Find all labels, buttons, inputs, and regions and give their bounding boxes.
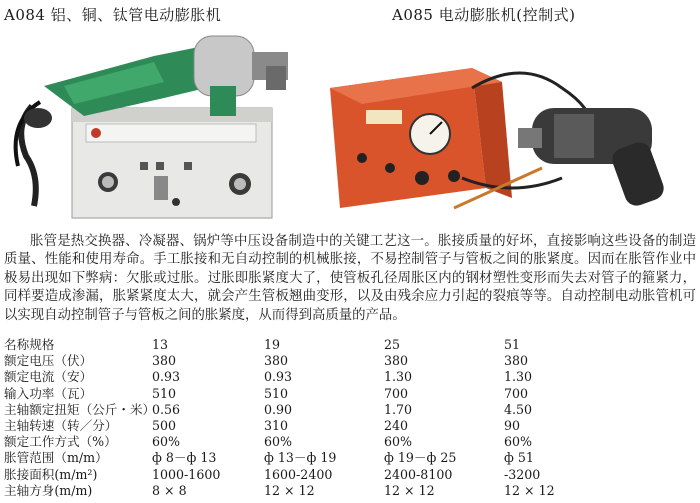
spec-value: ф 51 bbox=[504, 450, 534, 466]
drill-unit bbox=[44, 36, 288, 116]
spec-value: 0.56 bbox=[152, 401, 181, 417]
spec-value: 19 bbox=[264, 337, 281, 352]
cable-coil bbox=[16, 102, 52, 206]
spec-label: 额定工作方式（%） bbox=[4, 434, 117, 450]
spec-value: ф 19－ф 25 bbox=[384, 450, 457, 466]
spec-value: 510 bbox=[152, 385, 177, 401]
spec-label: 名称规格 bbox=[4, 337, 55, 352]
spec-row-range bbox=[4, 450, 696, 466]
spec-row-current bbox=[4, 369, 696, 385]
spec-value: 700 bbox=[504, 385, 529, 401]
spec-row-spindle bbox=[4, 483, 696, 499]
spec-value: 310 bbox=[264, 417, 289, 433]
spec-label: 输入功率（瓦） bbox=[4, 385, 93, 401]
spec-value: 8 × 8 bbox=[152, 482, 187, 498]
spec-value: 60% bbox=[384, 434, 412, 450]
spec-label: 额定电压（伏） bbox=[4, 353, 93, 369]
spec-label: 胀接面积(m/m²) bbox=[4, 466, 98, 482]
spec-value: 51 bbox=[504, 337, 521, 352]
spec-row-speed bbox=[4, 418, 696, 434]
spec-value: 0.93 bbox=[264, 369, 293, 385]
spec-value: 700 bbox=[384, 385, 409, 401]
spec-row-model bbox=[4, 337, 696, 353]
spec-value: 12 × 12 bbox=[264, 482, 315, 498]
spec-value: 12 × 12 bbox=[384, 482, 435, 498]
hand-expander-unit bbox=[518, 108, 667, 209]
spec-value: 1.30 bbox=[384, 369, 413, 385]
spec-value: 0.90 bbox=[264, 401, 293, 417]
spec-value: 12 × 12 bbox=[504, 482, 555, 498]
spec-label: 主轴额定扭矩（公斤・米） bbox=[4, 401, 156, 417]
spec-table bbox=[4, 337, 696, 499]
product-title-a084: A084 铝、铜、钛管电动膨胀机 bbox=[4, 6, 222, 24]
spec-row-area bbox=[4, 467, 696, 483]
spec-value: ф 8－ф 13 bbox=[152, 450, 217, 466]
spec-value: 60% bbox=[152, 434, 180, 450]
spec-value: 240 bbox=[384, 417, 409, 433]
spec-value: 4.50 bbox=[504, 401, 533, 417]
spec-value: 1.30 bbox=[504, 369, 533, 385]
spec-value: 380 bbox=[384, 353, 409, 369]
product-title-a085: A085 电动膨胀机(控制式) bbox=[392, 6, 576, 24]
spec-value: 500 bbox=[152, 417, 177, 433]
control-cabinet bbox=[330, 68, 512, 208]
spec-value: 60% bbox=[264, 434, 292, 450]
spec-row-voltage bbox=[4, 353, 696, 369]
spec-row-torque bbox=[4, 402, 696, 418]
spec-value: 2400-8100 bbox=[384, 466, 453, 482]
spec-row-duty bbox=[4, 434, 696, 450]
spec-row-power bbox=[4, 386, 696, 402]
spec-value: ф 13－ф 19 bbox=[264, 450, 337, 466]
spec-value: 380 bbox=[152, 353, 177, 369]
spec-value: 1600-2400 bbox=[264, 466, 333, 482]
spec-value: 380 bbox=[264, 353, 289, 369]
description-paragraph: 胀管是热交换器、冷凝器、锅炉等中压设备制造中的关键工艺这一。胀接质量的好坏，直接影响这些设备的制造质量、性能和使用寿命。手工胀接和无自动控制的机械胀接，不易控制管子与管板之间的胀紧度。因而在胀管作业中极易出现如下弊病：欠胀或过胀。过胀即胀紧度大了，使管板孔径周胀区内的钢材塑性变形而失去对管子的箍紧力，同样要造成渗漏，胀紧紧度太大，就会产生管板翘曲变形，以及由残余应力引起的裂痕等等。自动控制电动胀管机可以实现自动控制管子与管板之间的胀紧度，从而得到高质量的产品。 bbox=[4, 234, 696, 323]
control-box bbox=[72, 108, 272, 218]
spec-value: 25 bbox=[384, 337, 401, 352]
spec-value: -3200 bbox=[504, 466, 541, 482]
a085-machine-photo bbox=[322, 48, 682, 220]
spec-value: 0.93 bbox=[152, 369, 181, 385]
spec-value: 13 bbox=[152, 337, 169, 352]
spec-value: 1000-1600 bbox=[152, 466, 221, 482]
spec-value: 510 bbox=[264, 385, 289, 401]
a084-machine-photo bbox=[4, 26, 294, 220]
spec-label: 主轴方身(m/m) bbox=[4, 482, 93, 498]
spec-value: 1.70 bbox=[384, 401, 413, 417]
spec-value: 90 bbox=[504, 417, 521, 433]
spec-value: 60% bbox=[504, 434, 532, 450]
spec-label: 主轴转速（转／分） bbox=[4, 417, 118, 433]
spec-label: 胀管范围（m/m） bbox=[4, 450, 108, 466]
spec-label: 额定电流（安） bbox=[4, 369, 93, 385]
spec-value: 380 bbox=[504, 353, 529, 369]
